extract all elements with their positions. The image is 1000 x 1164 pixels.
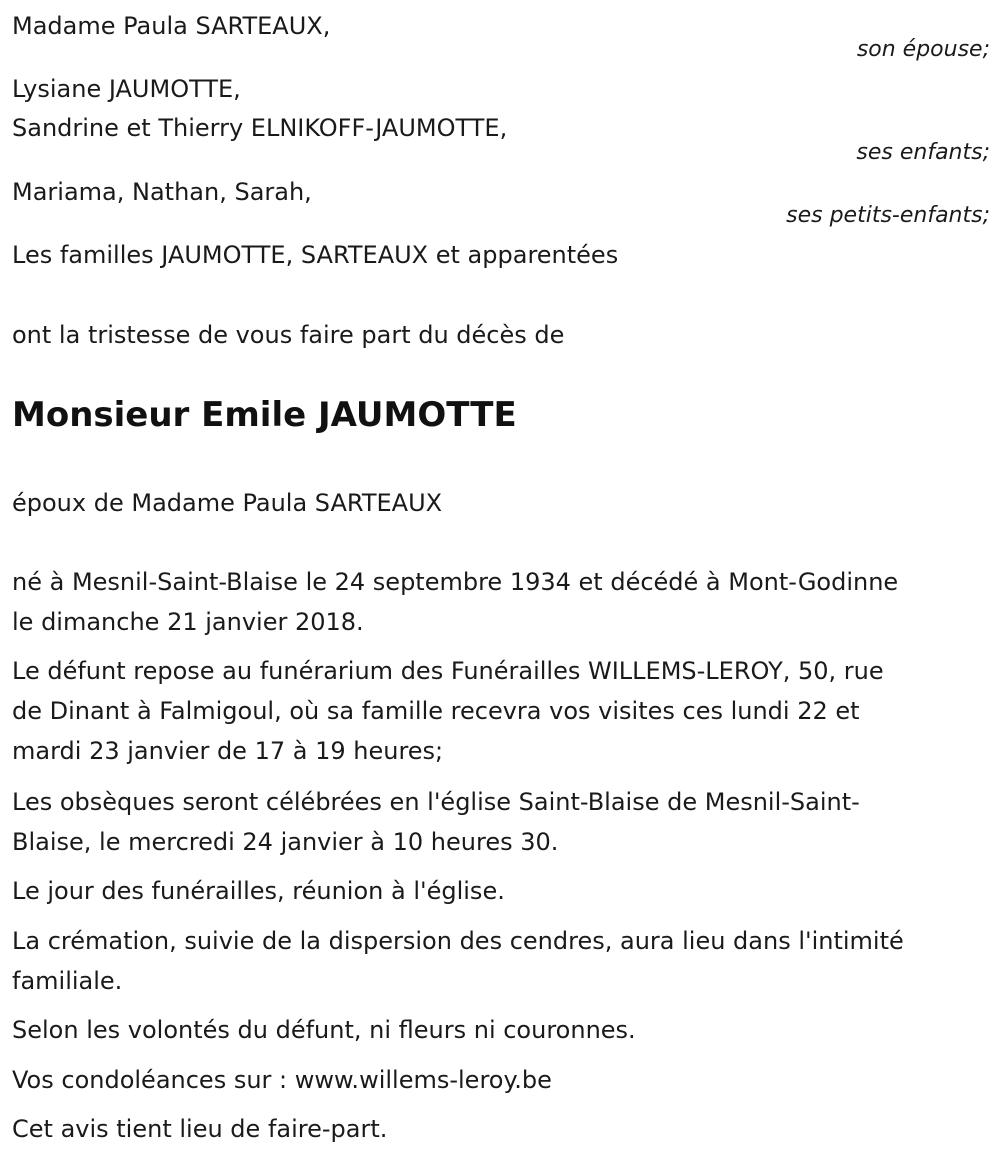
deceased-name: Monsieur Emile JAUMOTTE <box>12 395 517 435</box>
flowers-paragraph <box>12 1010 990 1050</box>
birth-death-line: le dimanche 21 janvier 2018. <box>12 608 364 636</box>
funeral-home-line: mardi 23 janvier de 17 à 19 heures; <box>12 737 444 765</box>
child-name-2: Sandrine et Thierry ELNIKOFF-JAUMOTTE, <box>12 114 508 142</box>
child-name-1: Lysiane JAUMOTTE, <box>12 75 241 103</box>
funeral-home-line: de Dinant à Falmigoul, où sa famille recevra vos visites ces lundi 22 et <box>12 697 860 725</box>
spouse-name: Madame Paula SARTEAUX, <box>12 12 331 40</box>
cremation-line: La crémation, suivie de la dispersion des cendres, aura lieu dans l'intimité <box>12 927 904 955</box>
children-role: ses enfants; <box>856 140 990 165</box>
birth-death-line: né à Mesnil-Saint-Blaise le 24 septembre 1934 et décédé à Mont-Godinne <box>12 568 899 596</box>
funeral-service-line: Blaise, le mercredi 24 janvier à 10 heures 30. <box>12 828 559 856</box>
cremation-paragraph <box>12 921 990 1001</box>
funeral-home-paragraph <box>12 651 990 771</box>
grandchildren-names: Mariama, Nathan, Sarah, <box>12 178 312 206</box>
spouse-of-text: époux de Madame Paula SARTEAUX <box>12 489 443 517</box>
extended-families: Les familles JAUMOTTE, SARTEAUX et apparentées <box>12 241 619 269</box>
meeting-paragraph <box>12 871 990 911</box>
notice-paragraph <box>12 1109 990 1149</box>
funeral-service-line: Les obsèques seront célébrées en l'église Saint-Blaise de Mesnil-Saint- <box>12 788 860 816</box>
grandchildren-role: ses petits-enfants; <box>786 203 990 228</box>
notice-line: Cet avis tient lieu de faire-part. <box>12 1115 388 1143</box>
cremation-line: familiale. <box>12 967 123 995</box>
condolences-line: Vos condoléances sur : www.willems-leroy.be <box>12 1066 552 1094</box>
spouse-role: son épouse; <box>856 37 990 62</box>
funeral-home-line: Le défunt repose au funérarium des Funérailles WILLEMS-LEROY, 50, rue <box>12 657 884 685</box>
announcement-text: ont la tristesse de vous faire part du décès de <box>12 321 565 349</box>
meeting-line: Le jour des funérailles, réunion à l'église. <box>12 877 505 905</box>
condolences-paragraph <box>12 1060 990 1100</box>
funeral-service-paragraph <box>12 782 990 862</box>
flowers-line: Selon les volontés du défunt, ni fleurs ni couronnes. <box>12 1016 636 1044</box>
birth-death-paragraph <box>12 562 990 642</box>
